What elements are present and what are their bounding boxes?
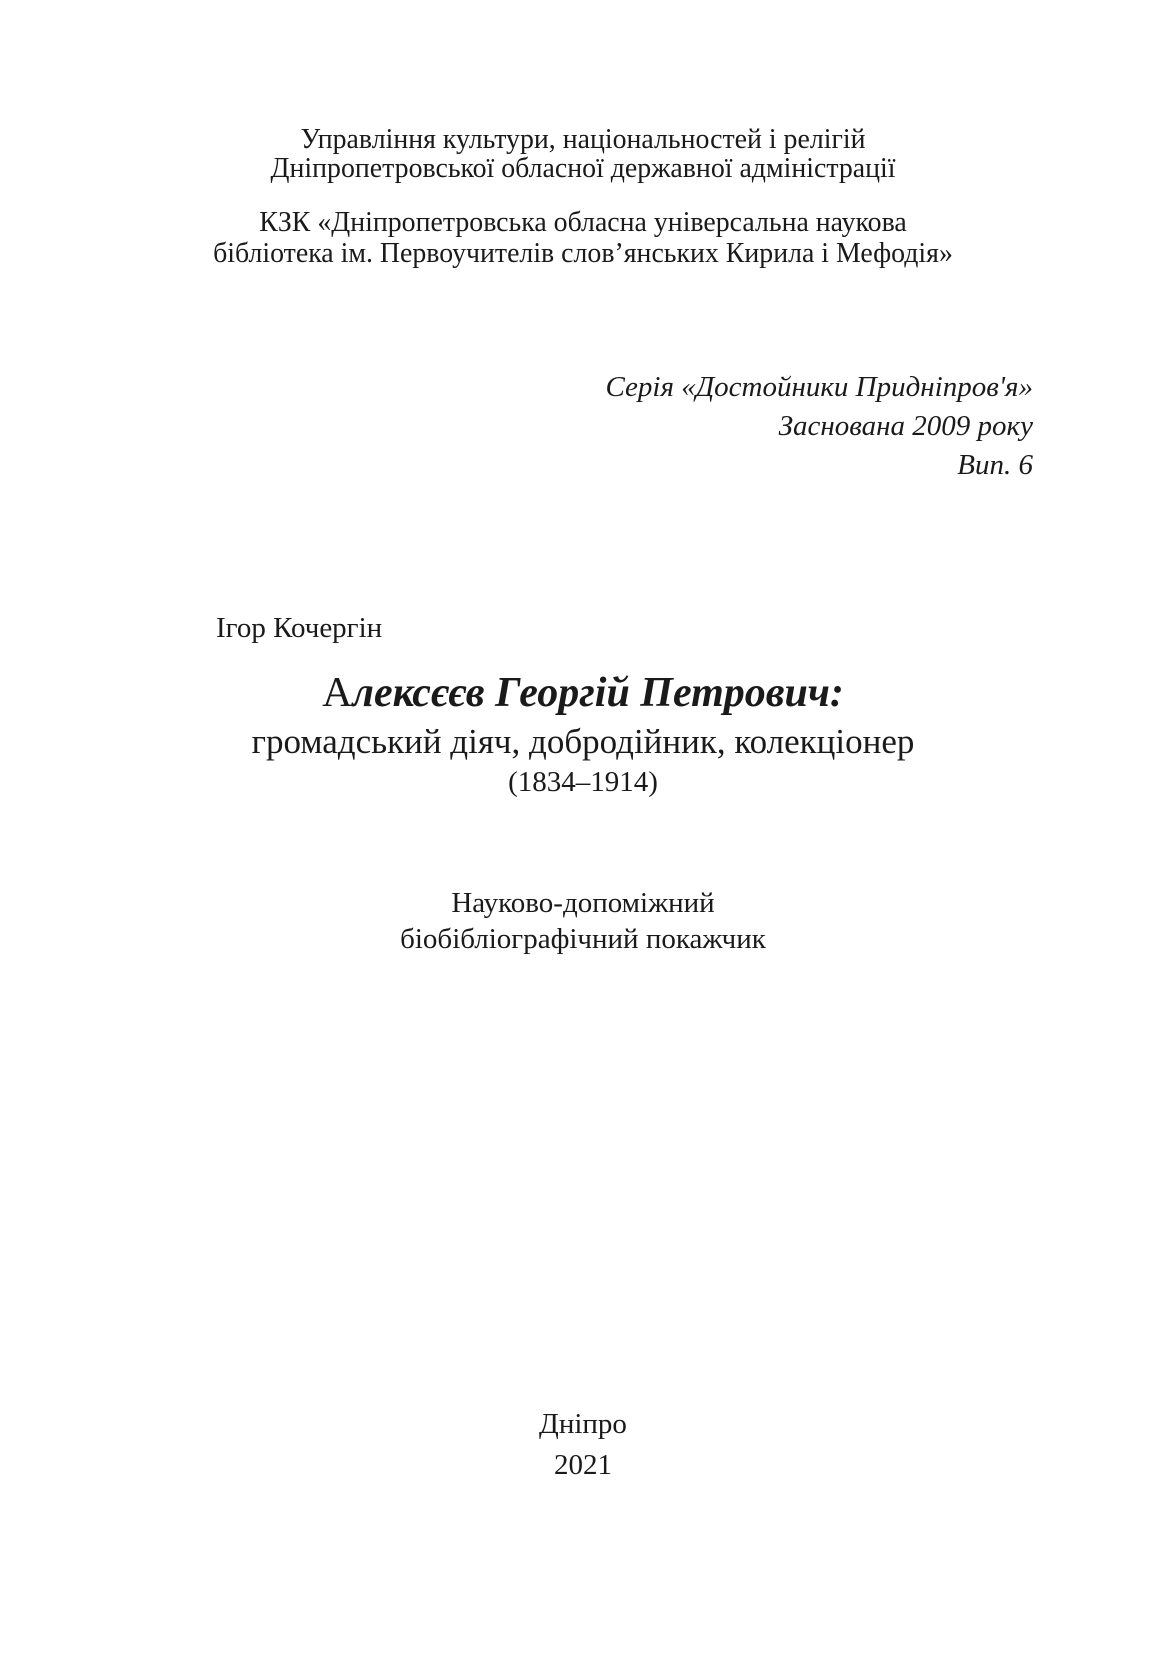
library-header [0, 207, 1166, 269]
imprint-year: 2021 [554, 1449, 612, 1481]
imprint-city: Дніпро [539, 1408, 627, 1440]
publication-type [0, 885, 1166, 957]
department-header [0, 125, 1166, 183]
publication-type-line-2: біобібліографічний покажчик [400, 923, 766, 955]
series-issue: Вип. 6 [957, 449, 1033, 481]
publication-type-line-1: Науково-допоміжний [451, 887, 715, 919]
library-line-2: бібліотека ім. Первоучителів слов’янських Кирила і Мефодія» [213, 237, 953, 269]
series-founded: Заснована 2009 року [778, 410, 1033, 442]
department-line-2: Дніпропетровської обласної державної адміністрації [270, 152, 896, 184]
library-line-1: КЗК «Дніпропетровська обласна універсальна наукова [259, 206, 907, 238]
department-line-1: Управління культури, національностей і релігій [300, 123, 866, 155]
life-years: (1834–1914) [508, 766, 658, 798]
imprint [0, 1404, 1166, 1486]
author-name: Ігор Кочергін [216, 612, 383, 644]
series-info [606, 368, 1034, 485]
book-subtitle: громадський діяч, добродійник, колекціонер [251, 722, 915, 761]
series-name: Серія «Достойники Придніпров'я» [605, 371, 1033, 403]
book-title [0, 670, 1166, 716]
title-first-letter: А [322, 670, 353, 716]
title-rest: лексєєв Георгій Петрович: [352, 670, 844, 716]
